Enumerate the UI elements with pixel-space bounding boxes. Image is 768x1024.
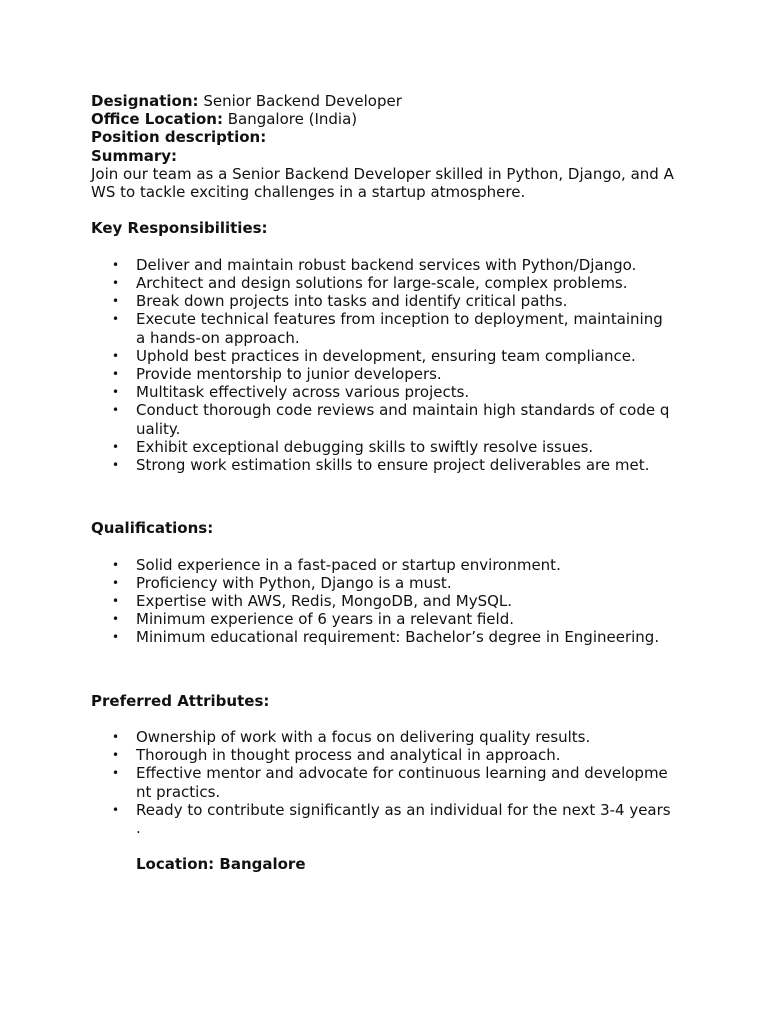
list-item-text [136, 401, 681, 437]
preferred-attributes-heading: Preferred Attributes: [91, 691, 270, 710]
bullet-icon: • [112, 458, 120, 473]
spacer [91, 837, 691, 855]
list-item-text [136, 383, 681, 401]
summary-text-line: WS to tackle exciting challenges in a startup atmosphere. [91, 183, 526, 202]
list-item-line: . [136, 819, 141, 838]
list-item-line: nt practics. [136, 782, 221, 801]
list-item-line: Conduct thorough code reviews and maintain high standards of code q [136, 401, 670, 420]
list-item-line: Thorough in thought process and analytical in approach. [136, 746, 561, 765]
preferred-attributes-list [91, 728, 691, 837]
list-item [91, 456, 691, 474]
list-item-line: uality. [136, 419, 181, 438]
list-item [91, 610, 691, 628]
position-description-label: Position description: [91, 128, 267, 147]
list-item-text [136, 728, 681, 746]
list-item-text [136, 365, 681, 383]
list-item [91, 764, 691, 800]
list-item-line: Architect and design solutions for large-scale, complex problems. [136, 274, 628, 292]
list-item-text [136, 310, 681, 346]
bullet-icon: • [112, 612, 120, 627]
list-item [91, 592, 691, 610]
list-item-line: Strong work estimation skills to ensure project deliverables are met. [136, 456, 650, 475]
responsibilities-heading: Key Responsibilities: [91, 219, 268, 238]
list-item-line: Ownership of work with a focus on delivering quality results. [136, 728, 591, 747]
list-item-text [136, 574, 681, 592]
bullet-icon: • [112, 575, 120, 590]
list-item [91, 401, 691, 437]
office-location-line [91, 110, 691, 128]
bullet-icon: • [112, 312, 120, 327]
list-item [91, 347, 691, 365]
spacer [91, 201, 691, 219]
list-item [91, 310, 691, 346]
list-item-text [136, 592, 681, 610]
office-location-value: Bangalore (India) [227, 110, 358, 129]
bullet-icon: • [112, 748, 120, 763]
bullet-icon: • [112, 802, 120, 817]
bullet-icon: • [112, 766, 120, 781]
bullet-icon: • [112, 257, 120, 272]
list-item-text [136, 801, 681, 837]
list-item-line: Multitask effectively across various projects. [136, 383, 470, 402]
list-item-line: Exhibit exceptional debugging skills to swiftly resolve issues. [136, 437, 594, 456]
list-item-line: Expertise with AWS, Redis, MongoDB, and MySQL. [136, 592, 513, 611]
list-item-text [136, 292, 681, 310]
location-footer: Location: Bangalore [136, 855, 306, 874]
spacer [91, 238, 691, 256]
spacer [91, 710, 691, 728]
list-item-line: Minimum educational requirement: Bachelor’s degree in Engineering. [136, 628, 660, 647]
bullet-icon: • [112, 403, 120, 418]
list-item-line: Break down projects into tasks and identify critical paths. [136, 292, 568, 311]
list-item-text [136, 628, 681, 646]
summary-label: Summary: [91, 146, 178, 165]
list-item [91, 574, 691, 592]
list-item-text [136, 347, 681, 365]
list-item-line: Minimum experience of 6 years in a relevant field. [136, 610, 514, 629]
list-item [91, 292, 691, 310]
list-item [91, 365, 691, 383]
list-item [91, 556, 691, 574]
bullet-icon: • [112, 294, 120, 309]
list-item [91, 728, 691, 746]
list-item [91, 628, 691, 646]
bullet-icon: • [112, 594, 120, 609]
office-location-label: Office Location: [91, 110, 223, 129]
designation-label: Designation: [91, 92, 199, 110]
spacer [91, 647, 691, 692]
bullet-icon: • [112, 630, 120, 645]
bullet-icon: • [112, 385, 120, 400]
bullet-icon: • [112, 730, 120, 745]
bullet-icon: • [112, 276, 120, 290]
list-item-line: a hands-on approach. [136, 328, 300, 347]
list-item-text [136, 746, 681, 764]
list-item-line: Solid experience in a fast-paced or startup environment. [136, 555, 561, 574]
list-item-line: Execute technical features from inception to deployment, maintaining [136, 310, 663, 329]
list-item-text [136, 256, 681, 274]
list-item-line: Ready to contribute significantly as an individual for the next 3-4 years [136, 800, 671, 819]
list-item-line: Provide mentorship to junior developers. [136, 365, 442, 384]
list-item-text [136, 456, 681, 474]
qualifications-heading: Qualifications: [91, 519, 214, 538]
list-item-text [136, 556, 681, 574]
summary-text-line: Join our team as a Senior Backend Developer skilled in Python, Django, and A [91, 164, 674, 183]
designation-line [91, 92, 691, 110]
qualifications-list [91, 556, 691, 647]
list-item-line: Effective mentor and advocate for continuous learning and developme [136, 764, 668, 783]
bullet-icon: • [112, 557, 120, 572]
list-item [91, 274, 691, 292]
list-item [91, 801, 691, 837]
designation-value: Senior Backend Developer [203, 92, 402, 110]
list-item-text [136, 274, 681, 292]
list-item [91, 256, 691, 274]
bullet-icon: • [112, 439, 120, 454]
list-item-line: Deliver and maintain robust backend services with Python/Django. [136, 255, 637, 274]
job-description-document [91, 92, 691, 874]
list-item-text [136, 438, 681, 456]
spacer [91, 537, 691, 555]
bullet-icon: • [112, 367, 120, 382]
spacer [91, 474, 691, 519]
list-item-text [136, 764, 681, 800]
list-item-line: Uphold best practices in development, ensuring team compliance. [136, 346, 636, 365]
list-item-line: Proficiency with Python, Django is a must. [136, 573, 452, 592]
list-item [91, 383, 691, 401]
list-item [91, 438, 691, 456]
list-item-text [136, 610, 681, 628]
list-item [91, 746, 691, 764]
bullet-icon: • [112, 348, 120, 363]
responsibilities-list [91, 256, 691, 474]
